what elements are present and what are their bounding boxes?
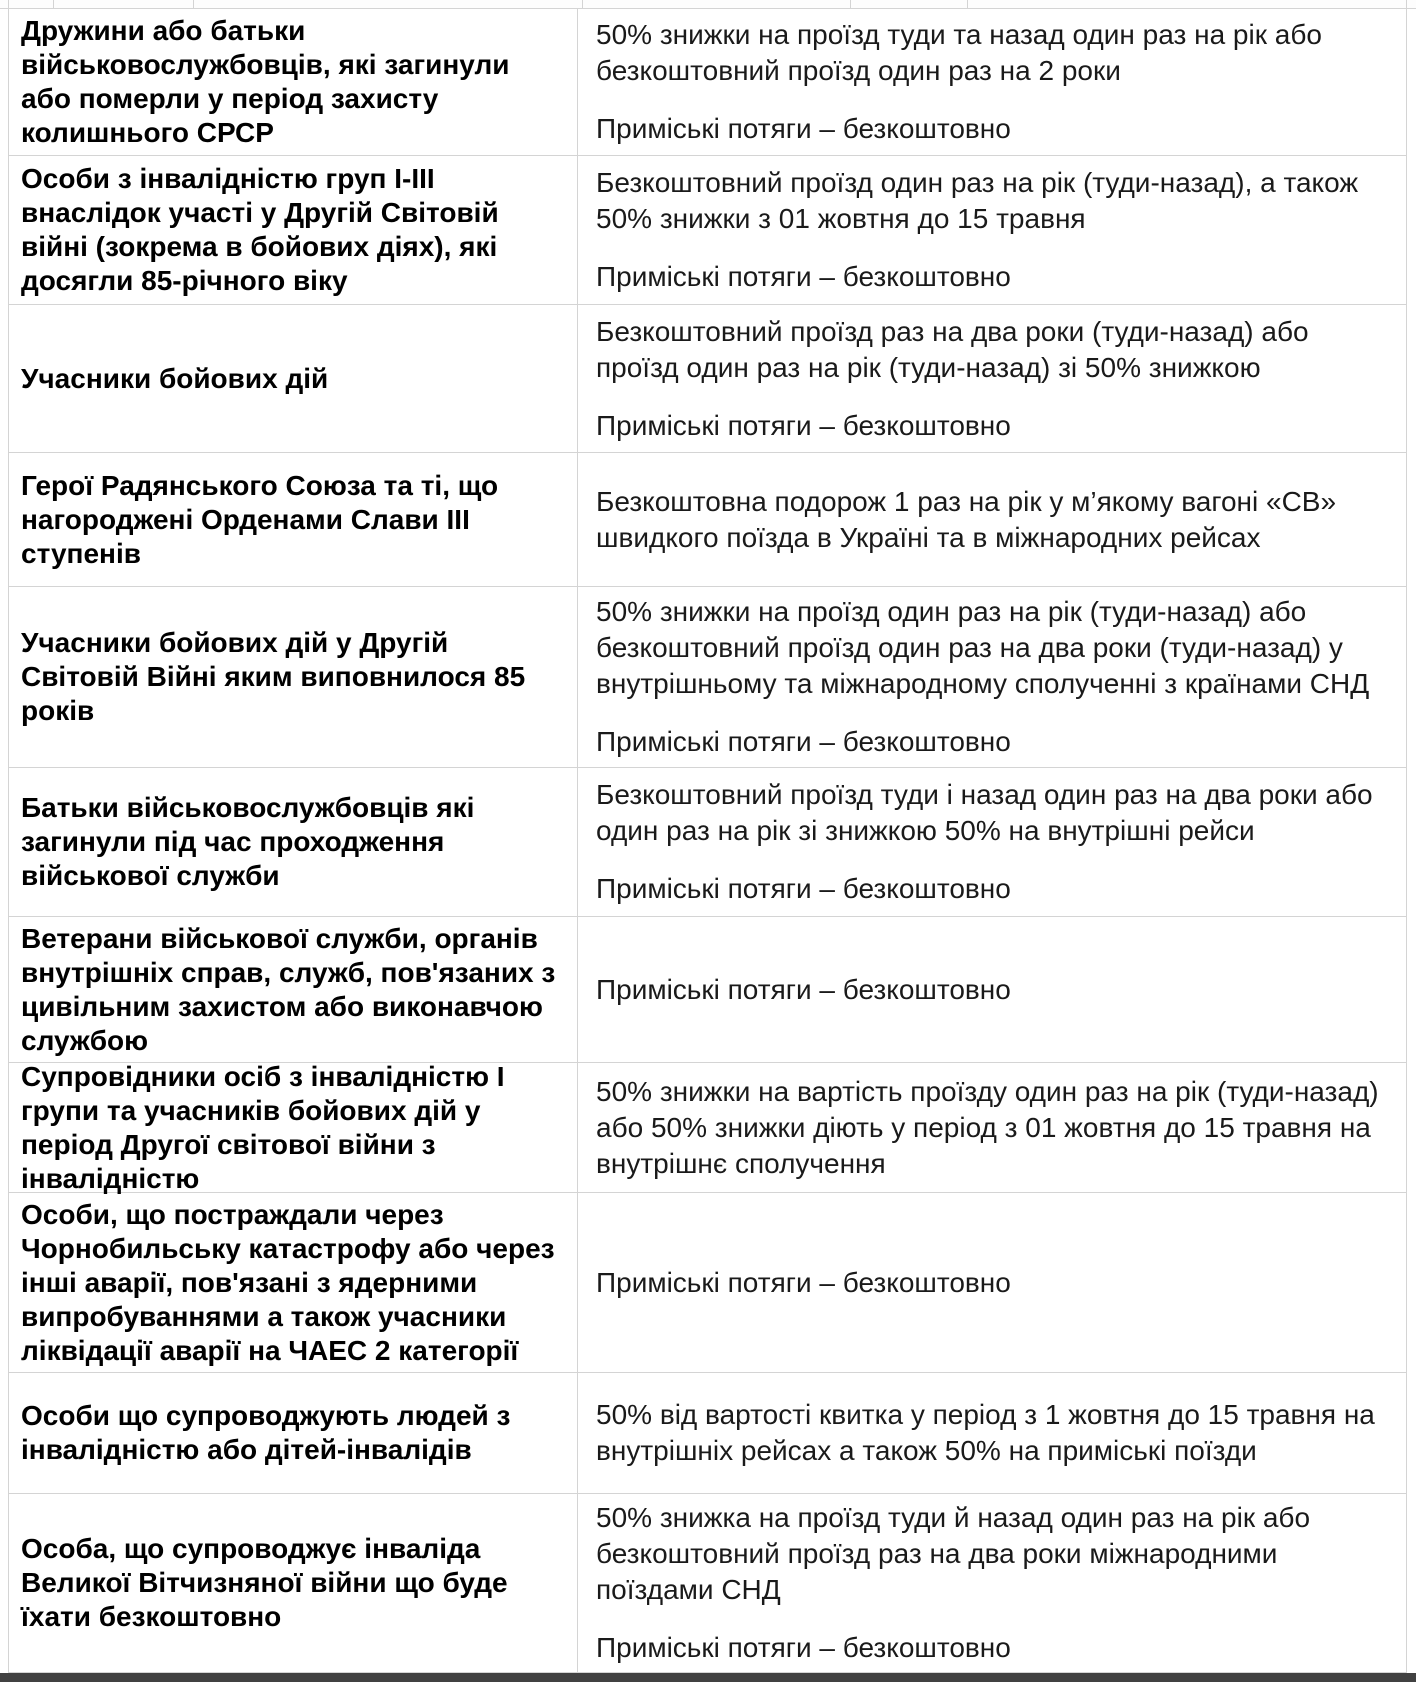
benefit-text: 50% знижка на проїзд туди й назад один раз на рік або безкоштовний проїзд раз на два роки міжнародними поїздами СНД — [596, 1502, 1311, 1605]
category-cell — [9, 1373, 577, 1493]
table-row — [9, 587, 1406, 768]
benefit-cell — [577, 917, 1406, 1062]
benefit-text: Приміські потяги – безкоштовно — [596, 261, 1011, 292]
category-cell — [9, 156, 577, 304]
category-text: Особи з інвалідністю груп I-III внаслідок участі у Другій Світовій війні (зокрема в бойових діях), які досягли 85-річного віку — [21, 163, 499, 296]
table-row — [9, 305, 1406, 453]
benefit-cell — [577, 768, 1406, 916]
category-cell — [9, 1494, 577, 1672]
benefit-text: Безкоштовний проїзд туди і назад один раз на два роки або один раз на рік зі знижкою 50% на внутрішні рейси — [596, 779, 1373, 846]
benefit-text: 50% знижки на проїзд один раз на рік (туди-назад) або безкоштовний проїзд один раз на два роки (туди-назад) у внутрішньому та міжнародному сполученні з країнами СНД — [596, 596, 1370, 699]
category-text: Дружини або батьки військовослужбовців, які загинули або померли у період захисту колишнього СРСР — [21, 15, 510, 148]
cell-border-tick — [53, 0, 54, 8]
category-text: Ветерани військової служби, органів внутрішніх справ, служб, пов'язаних з цивільним захистом або виконавчою службою — [21, 922, 556, 1056]
category-text: Особи що супроводжують людей з інвалідністю або дітей-інвалідів — [21, 1400, 511, 1465]
category-cell — [9, 917, 577, 1062]
benefit-text: Безкоштовний проїзд раз на два роки (туди-назад) або проїзд один раз на рік (туди-назад) зі 50% знижкою — [596, 315, 1309, 383]
table-row — [9, 917, 1406, 1063]
benefit-text: Приміські потяги – безкоштовно — [596, 726, 1011, 757]
benefits-table — [8, 8, 1407, 1673]
benefit-text: 50% знижки на вартість проїзду один раз на рік (туди-назад) або 50% знижки діють у період з 01 жовтня до 15 травня на внутрішнє сполучення — [596, 1075, 1379, 1179]
benefit-text: Приміські потяги – безкоштовно — [596, 1632, 1011, 1663]
table-row — [9, 9, 1406, 156]
category-text: Учасники бойових дій — [21, 362, 329, 394]
benefit-cell — [577, 9, 1406, 155]
category-text: Герої Радянського Союза та ті, що нагороджені Орденами Слави III ступенів — [21, 469, 499, 569]
category-cell — [9, 1193, 577, 1372]
benefit-text: 50% від вартості квитка у період з 1 жовтня до 15 травня на внутрішніх рейсах а також 50% на приміські поїзди — [596, 1399, 1375, 1466]
category-cell — [9, 305, 577, 452]
cell-border-tick — [582, 0, 583, 8]
benefit-cell — [577, 1193, 1406, 1372]
benefit-cell — [577, 156, 1406, 304]
category-text: Особа, що супроводжує інваліда Великої Вітчизняної війни що буде їхати безкоштовно — [21, 1533, 508, 1632]
table-row — [9, 1060, 1406, 1194]
table-row — [9, 1193, 1406, 1373]
cell-border-tick — [193, 0, 194, 8]
cell-border-tick — [967, 0, 968, 8]
table-row — [9, 1494, 1406, 1673]
benefit-text: Приміські потяги – безкоштовно — [596, 1266, 1011, 1298]
benefit-text: Безкоштовна подорож 1 раз на рік у м’якому вагоні «СВ» швидкого поїзда в Україні та в міжнародних рейсах — [596, 485, 1337, 553]
cell-border-tick — [8, 0, 9, 8]
category-cell — [9, 587, 577, 767]
benefit-cell — [577, 1373, 1406, 1493]
cell-border-tick — [1406, 0, 1407, 8]
category-cell — [9, 453, 577, 586]
cell-border-tick — [850, 0, 851, 8]
benefit-cell — [577, 453, 1406, 586]
benefit-text: Приміські потяги – безкоштовно — [596, 113, 1011, 144]
category-cell — [9, 1060, 577, 1194]
category-text: Учасники бойових дій у Другій Світовій Війні яким виповнилося 85 років — [21, 627, 526, 726]
category-cell — [9, 768, 577, 916]
table-row — [9, 1373, 1406, 1494]
category-text: Батьки військовослужбовців які загинули під час проходження військової служби — [21, 792, 475, 891]
bottom-dark-bar — [0, 1673, 1416, 1682]
category-text: Особи, що постраждали через Чорнобильську катастрофу або через інші аварії, пов'язані з ядерними випробуваннями а також учасники ліквідації аварії на ЧАЕС 2 категорії — [21, 1198, 555, 1366]
benefit-text: Приміські потяги – безкоштовно — [596, 873, 1011, 904]
category-text: Супровідники осіб з інвалідністю I групи та учасників бойових дій у період Другої світової війни з інвалідністю — [21, 1060, 505, 1194]
benefit-cell — [577, 1494, 1406, 1672]
table-row — [9, 156, 1406, 305]
benefit-text: Приміські потяги – безкоштовно — [596, 409, 1011, 441]
benefit-cell — [577, 1063, 1406, 1192]
benefit-cell — [577, 305, 1406, 452]
benefit-text: Безкоштовний проїзд один раз на рік (туди-назад), а також 50% знижки з 01 жовтня до 15 травня — [596, 167, 1359, 234]
benefit-cell — [577, 587, 1406, 767]
table-row — [9, 453, 1406, 587]
category-cell — [9, 9, 577, 155]
benefit-text: Приміські потяги – безкоштовно — [596, 973, 1011, 1005]
table-row — [9, 768, 1406, 917]
benefit-text: 50% знижки на проїзд туди та назад один раз на рік або безкоштовний проїзд один раз на 2 роки — [596, 19, 1322, 86]
